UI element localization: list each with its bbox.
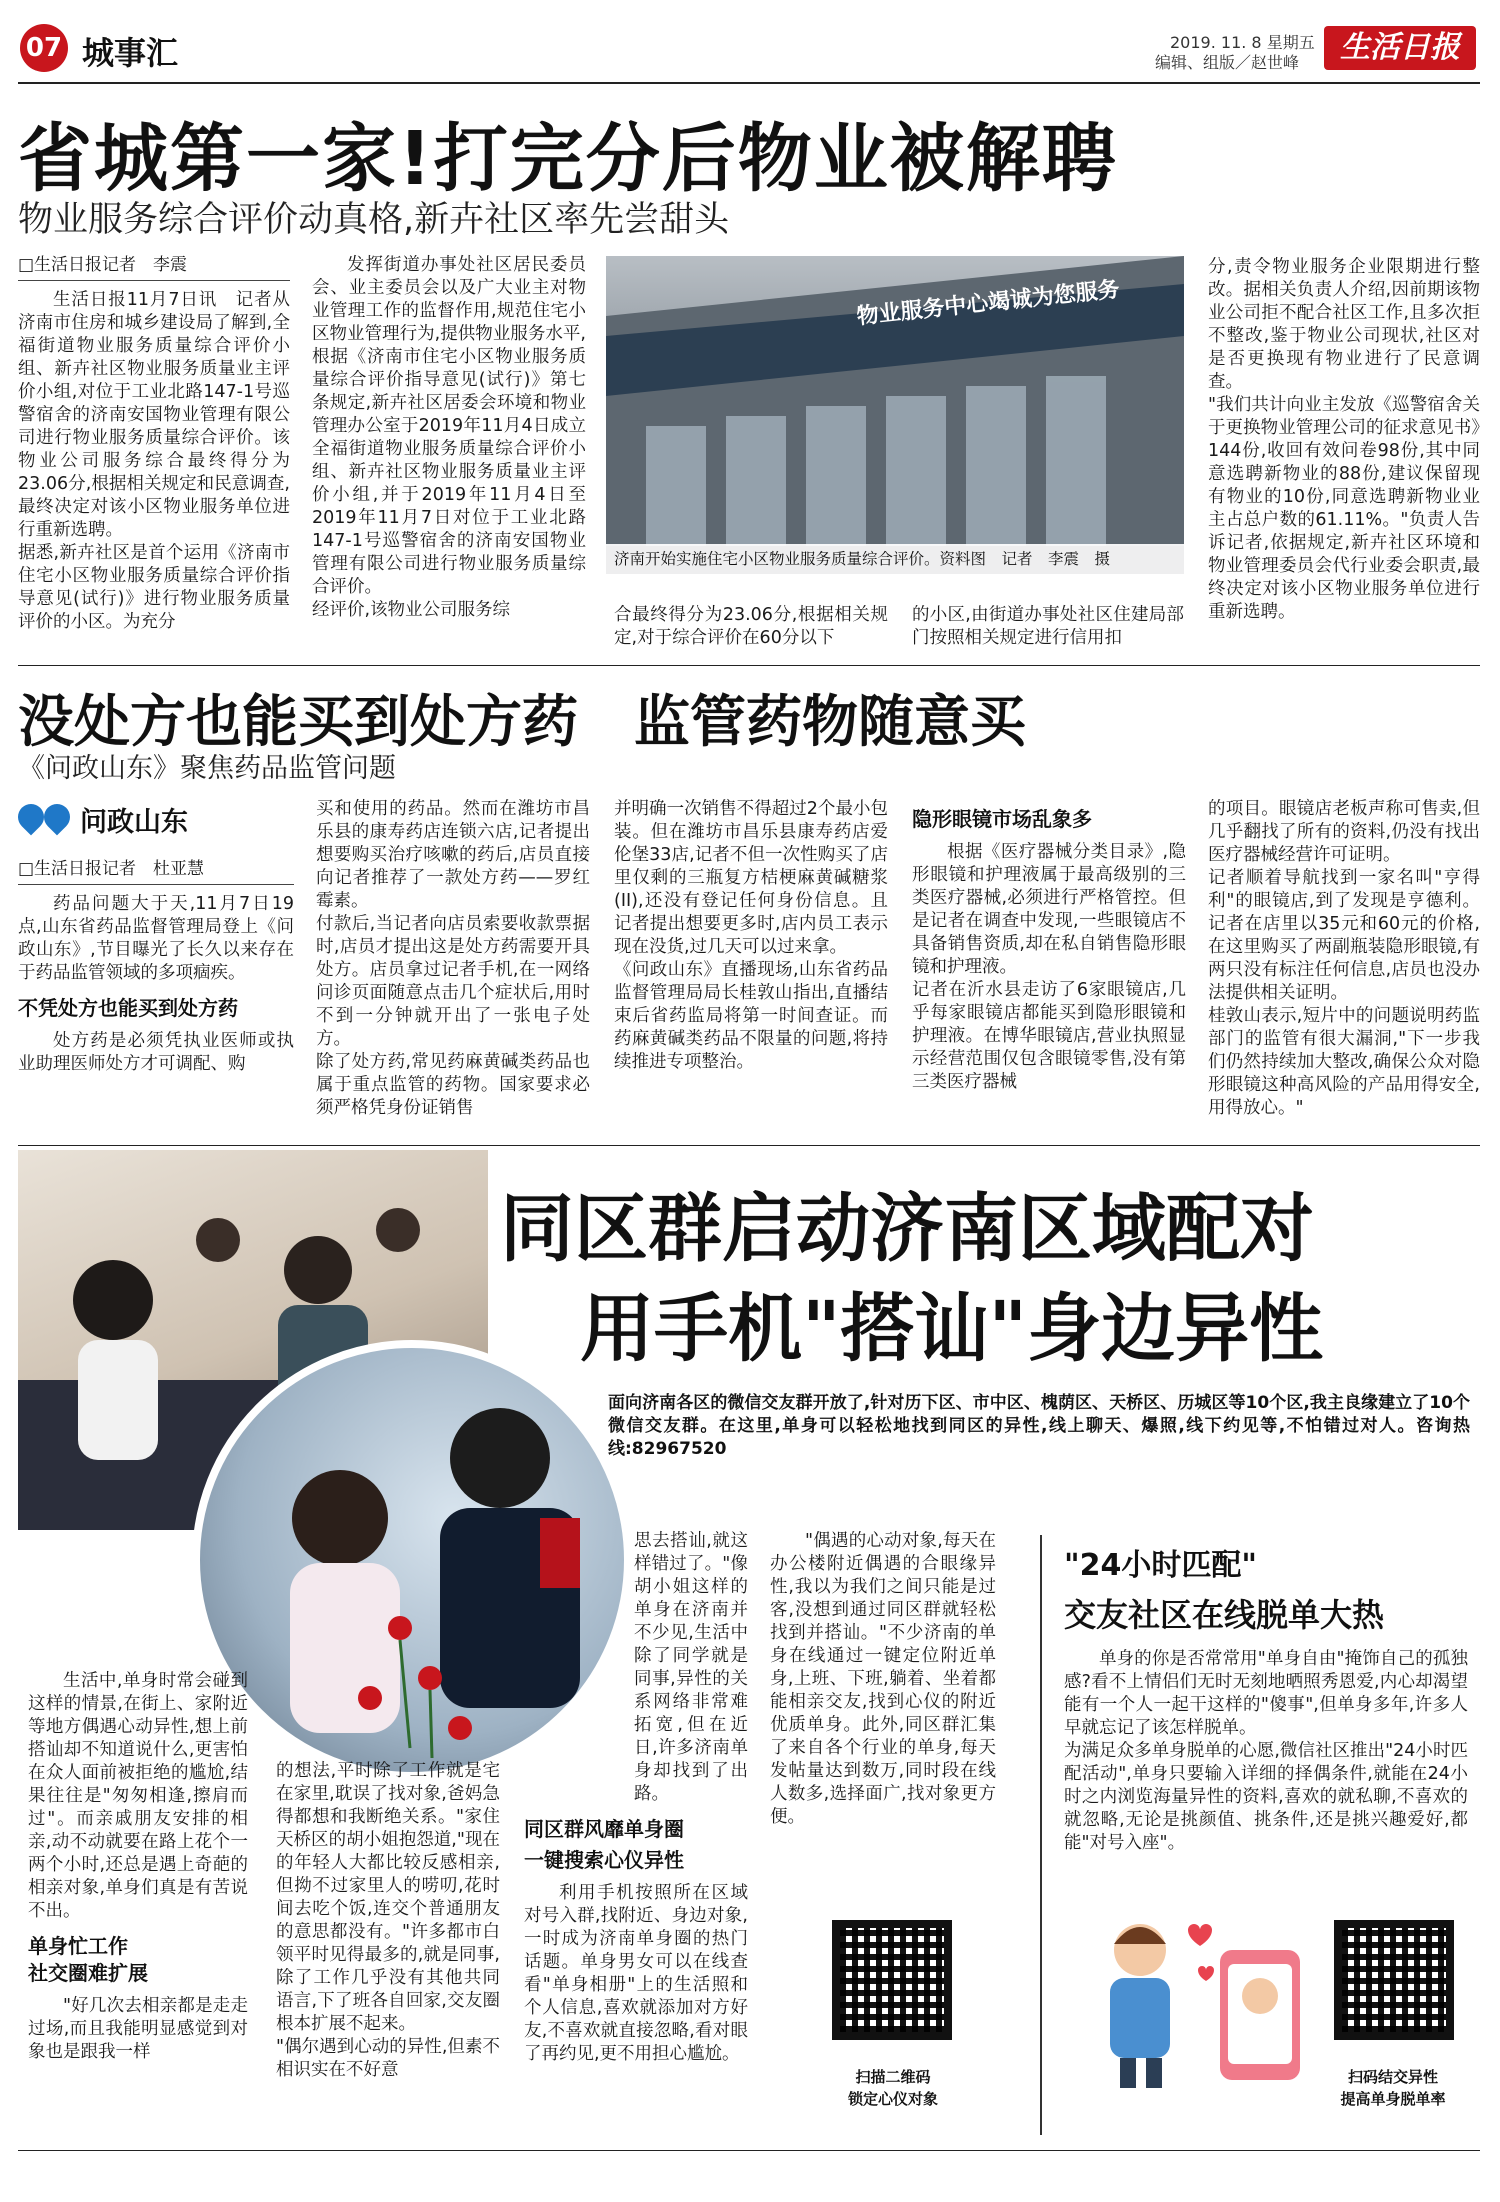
article3-col1 [28, 1670, 248, 2140]
article3-col1-tail: "好几次去相亲都是走走过场,而且我能明显感觉到对象也是跟我一样 [28, 1996, 248, 2062]
wenzheng-logo [18, 800, 288, 836]
article2-headline: 没处方也能买到处方药 监管药物随意买 [18, 690, 1026, 755]
article1-col3-text: 合最终得分为23.06分,根据相关规定,对于综合评价在60分以下 [614, 605, 888, 648]
date-line: 2019. 11. 8 星期五 [1170, 33, 1315, 52]
article2-subhead: 《问政山东》聚焦药品监管问题 [18, 753, 396, 784]
article3-col2 [276, 1760, 500, 2140]
article2-col1 [18, 858, 294, 1138]
article3-headline-line2: 用手机"搭讪"身边异性 [580, 1286, 1324, 1372]
article3-side-body [1064, 1648, 1468, 1898]
article1-col2-text: 发挥街道办事处社区居民委员会、业主委员会以及广大业主对物业管理工作的监督作用,规范住宅小区物业管理行为,提供物业服务水平,根据《济南市住宅小区物业服务质量综合评价指导意见(试行)》第七条规定,新卉社区居委会环境和物业管理办公室于2019年11月4日成立全福街道物业服务质量综合评价小组、新卉社区物业服务质量业主评价小组,并于2019年11月4日至2019年11月7日对位于工业北路147-1号巡警宿舍的济南安国物业管理有限公司进行物业服务质量综合评价。 经评价,该物业公司服务综 [312, 255, 586, 620]
phone-chat-illustration [1080, 1910, 1310, 2090]
article3-col1-subhead2: 社交圈难扩展 [28, 1961, 148, 1985]
brand-logo: 生活日报 [1324, 26, 1476, 70]
side-headline-line1: "24小时匹配" [1064, 1548, 1258, 1583]
footer-rule [18, 2150, 1480, 2151]
article3-col3-top: 思去搭讪,就这样错过了。"像胡小姐这样的单身在济南并不少见,生活中除了同学就是同事,异性的关系网络非常难拓宽,但在近日,许多济南单身却找到了出路。 [634, 1531, 748, 1804]
photo-caption: 济南开始实施住宅小区物业服务质量综合评价。资料图 记者 李震 摄 [606, 544, 1184, 574]
article1-col2 [312, 254, 586, 650]
qr2-caption: 扫码结交异性 提高单身脱单率 [1340, 2068, 1446, 2108]
article1-byline: □生活日报记者 李震 [18, 254, 290, 281]
article2-col4 [912, 808, 1186, 1138]
person-phone-illustration [1080, 1910, 1310, 2090]
article3-col4-text: "偶遇的心动对象,每天在办公楼附近偶遇的合眼缘异性,我以为我们之间只能是过客,没想到通过同区群就轻松找到并搭讪。"不少济南的单身在线通过一键定位附近单身,上班、下班,躺着、坐着都能相亲交友,找到心仪的附近优质单身。此外,同区群汇集了来自各个行业的单身,每天发帖量达到数万,同时段在线人数多,选择面广,找对象更方便。 [770, 1531, 996, 1827]
article3-col1-text: 生活中,单身时常会碰到这样的情景,在街上、家附近等地方偶遇心动异性,想上前搭讪却不知道说什么,更害怕在众人面前被拒绝的尴尬,结果往往是"匆匆相逢,擦肩而过"。而亲戚朋友安排的相亲,动不动就要在路上花个一两个小时,还总是遇上奇葩的相亲对象,单身们真是有苦说不出。 [28, 1671, 248, 1921]
article2-col1-body: 处方药是必须凭执业医师或执业助理医师处方才可调配、购 [18, 1031, 294, 1074]
article3-intro: 面向济南各区的微信交友群开放了,针对历下区、市中区、槐荫区、天桥区、历城区等10个区,我主良缘建立了10个微信交友群。在这里,单身可以轻松地找到同区的异性,线上聊天、爆照,线下约见等,不怕错过对人。咨询热线:82967520 [608, 1393, 1470, 1459]
article3-col3-subhead1: 同区群风靡单身圈 [524, 1817, 684, 1841]
article1-col4 [912, 604, 1184, 654]
article3-col2-text: 的想法,平时除了工作就是宅在家里,耽误了找对象,爸妈急得都想和我断绝关系。"家住天桥区的胡小姐抱怨道,"现在的年轻人大都比较反感相亲,但拗不过家里人的唠叨,花时间去吃个饭,连交个普通朋友的意思都没有。"许多都市白领平时见得最多的,就是同事,除了工作几乎没有其他共同语言,下了班各自回家,交友圈根本扩展不起来。 "偶尔遇到心动的异性,但素不相识实在不好意 [276, 1761, 500, 2080]
article1-col1-text: 生活日报11月7日讯 记者从济南市住房和城乡建设局了解到,全福街道物业服务质量综合评价小组、新卉社区物业服务质量业主评价小组,对位于工业北路147-1号巡警宿舍的济南安国物业管理有限公司进行物业服务质量综合评价。该物业公司服务综合最终得分为23.06分,根据相关规定和民意调查,最终决定对该小区物业服务单位进行重新选聘。 据悉,新卉社区是首个运用《济南市住宅小区物业服务质量综合评价指导意见(试行)》进行物业服务质量评价的小区。为充分 [18, 290, 290, 632]
article1-headline: 省城第一家!打完分后物业被解聘 [18, 116, 1118, 202]
droplet-icon [39, 799, 76, 836]
page-number-badge: 07 [20, 24, 68, 72]
article3-col3-body: 利用手机按照所在区域对号入群,找附近、身边对象,一时成为济南单身圈的热门话题。单身男女可以在线查看"单身相册"上的生活照和个人信息,喜欢就添加对方好友,不喜欢就直接忽略,看对眼了再约见,更不用担心尴尬。 [524, 1883, 748, 2064]
article1-col5 [1208, 256, 1480, 654]
article2-col1-subhead: 不凭处方也能买到处方药 [18, 996, 238, 1020]
article3-col3-subhead2: 一键搜索心仪异性 [524, 1848, 684, 1872]
article2-col3-text: 并明确一次销售不得超过2个最小包装。但在潍坊市昌乐县康寿药店爱伦堡33店,记者不但一次性购买了店里仅剩的三瓶复方桔梗麻黄碱糖浆(II),还没有登记任何身份信息。且记者提出想要更多时,店内员工表示现在没货,过几天可以过来拿。 《问政山东》直播现场,山东省药品监督管理局局长桂敦山指出,直播结束后省药监局将第一时间查证。而药麻黄碱类药品不限量的问题,将持续推进专项整治。 [614, 799, 888, 1072]
article2-col5 [1208, 798, 1480, 1138]
article1-col3 [614, 604, 888, 654]
article2-col4-subhead: 隐形眼镜市场乱象多 [912, 808, 1092, 831]
logo-text: 问政山东 [80, 807, 188, 838]
article2-col2-text: 买和使用的药品。然而在潍坊市昌乐县的康寿药店连锁六店,记者提出想要购买治疗咳嗽的药后,店员直接向记者推荐了一款处方药——罗红霉素。 付款后,当记者向店员索要收款票据时,店员才提出这是处方药需要开具处方。店员拿过记者手机,在一网络问诊页面随意点击几个症状后,用时不到一分钟就开出了一张电子处方。 除了处方药,常见药麻黄碱类药品也属于重点监管的药物。国家要求必须严格凭身份证销售 [316, 799, 590, 1118]
side-body-text: 单身的你是否常常用"单身自由"掩饰自己的孤独感?看不上情侣们无时无刻地晒照秀恩爱,内心却渴望能有一个人一起干这样的"傻事",但单身多年,许多人早就忘记了该怎样脱单。 为满足众多单身脱单的心愿,微信社区推出"24小时匹配活动",单身只要输入详细的择偶条件,就能在24小时之内浏览海量异性的资料,喜欢的就私聊,不喜欢的就忽略,无论是挑颜值、挑条件,还是挑兴趣爱好,都能"对号入座"。 [1064, 1649, 1468, 1853]
header-rule [18, 82, 1480, 84]
article2-col5-text: 的项目。眼镜店老板声称可售卖,但几乎翻找了所有的资料,仍没有找出医疗器械经营许可证明。 记者顺着导航找到一家名叫"亨得利"的眼镜店,到了发现是亨德利。记者在店里以35元和60元的价格,在这里购买了两副瓶装隐形眼镜,有两只没有标注任何信息,店员也没办法提供相关证明。 桂敦山表示,短片中的问题说明药监部门的监管有很大漏洞,"下一步我们仍然持续加大整改,确保公众对隐形眼镜这种高风险的产品用得安全,用得放心。" [1208, 799, 1480, 1118]
editor-line: 编辑、组版／赵世峰 [1155, 53, 1300, 72]
article2-col3 [614, 798, 888, 1138]
article1-photo [606, 256, 1184, 574]
article3-col3 [524, 1530, 748, 2140]
sidebar-divider [1040, 1535, 1042, 2135]
article3-col4 [770, 1530, 996, 1850]
article1-subhead: 物业服务综合评价动真格,新卉社区率先尝甜头 [18, 200, 730, 240]
article2-rule [18, 1145, 1480, 1146]
article2-col4-text: 根据《医疗器械分类目录》,隐形眼镜和护理液属于最高级别的三类医疗器械,必须进行严格管控。但是记者在调查中发现,一些眼镜店不具备销售资质,却在私自销售隐形眼镜和护理液。 记者在沂水县走访了6家眼镜店,几乎每家眼镜店都能买到隐形眼镜和护理液。在博华眼镜店,营业执照显示经营范围仅包含眼镜零售,没有第三类医疗器械 [912, 842, 1186, 1092]
article2-col1-intro: 药品问题大于天,11月7日19点,山东省药品监督管理局登上《问政山东》,节目曝光了长久以来存在于药品监管领域的多项痼疾。 [18, 894, 294, 983]
section-title: 城事汇 [82, 34, 179, 72]
article1-col1 [18, 254, 290, 650]
article3-col1-subhead1: 单身忙工作 [28, 1934, 128, 1958]
qr1-caption: 扫描二维码 锁定心仪对象 [847, 2068, 938, 2108]
article2-col2 [316, 798, 590, 1138]
qr-code-2[interactable] [1334, 1920, 1454, 2040]
article1-col5-text: 分,责令物业服务企业限期进行整改。据相关负责人介绍,因前期该物业公司拒不配合社区工作,且多次拒不整改,鉴于物业公司现状,社区对是否更换现有物业进行了民意调查。 "我们共计向业主发放《巡警宿舍关于更换物业管理公司的征求意见书》144份,收回有效问卷98份,其中同意选聘新物业的88份,建议保留现有物业的10份,同意选聘新物业业主占总户数的61.11%。"负责人告诉记者,依据规定,新卉社区环境和物业管理委员会代行业委会职责,最终决定对该小区物业服务单位进行重新选聘。 [1208, 257, 1480, 622]
article2-byline: □生活日报记者 杜亚慧 [18, 858, 294, 885]
photo-sign-text: 物业服务中心竭诚为您服务 [855, 277, 1121, 330]
article1-col4-text: 的小区,由街道办事处社区住建局部门按照相关规定进行信用扣 [912, 605, 1184, 648]
qr-code-1[interactable] [832, 1920, 952, 2040]
article3-headline-line1: 同区群启动济南区域配对 [500, 1186, 1314, 1272]
side-headline-line2: 交友社区在线脱单大热 [1064, 1596, 1385, 1634]
article1-rule [18, 665, 1480, 666]
